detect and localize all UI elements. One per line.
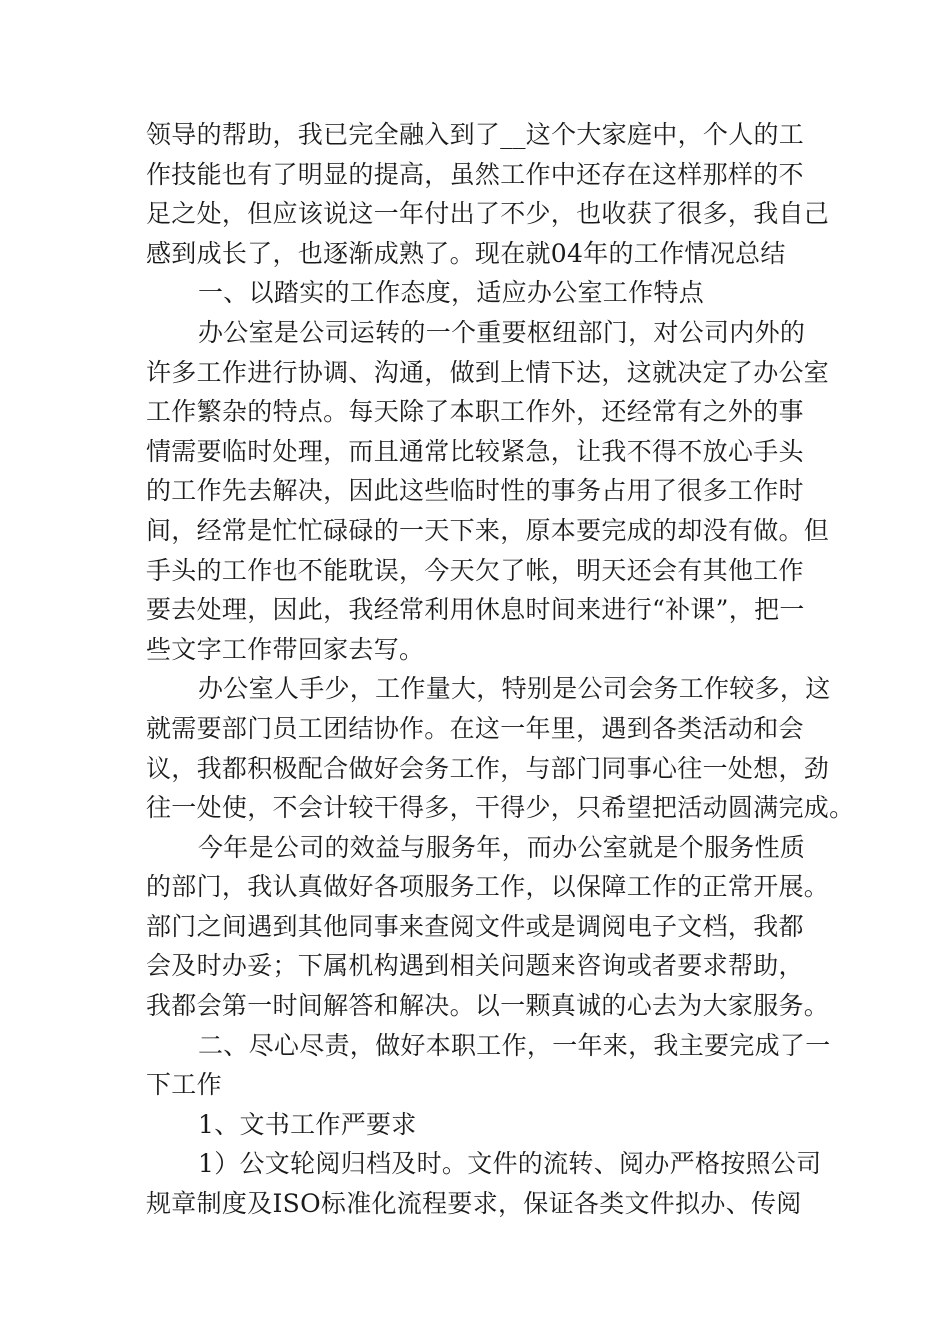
text-line: 一、以踏实的工作态度，适应办公室工作特点 xyxy=(198,278,705,308)
text-line: 会及时办妥；下属机构遇到相关问题来咨询或者要求帮助， xyxy=(146,951,804,981)
text-line: 我都会第一时间解答和解决。以一颗真诚的心去为大家服务。 xyxy=(146,991,830,1021)
document-body xyxy=(146,115,855,1224)
text-line: 议，我都积极配合做好会务工作，与部门同事心往一处想，劲 xyxy=(146,753,830,783)
text-line: 办公室是公司运转的一个重要枢纽部门，对公司内外的 xyxy=(198,317,806,347)
text-line: 感到成长了，也逐渐成熟了。现在就04年的工作情况总结 xyxy=(146,238,786,268)
text-line: 足之处，但应该说这一年付出了不少，也收获了很多，我自己 xyxy=(146,199,830,229)
text-line: 1）公文轮阅归档及时。文件的流转、阅办严格按照公司 xyxy=(198,1149,822,1179)
text-line: 情需要临时处理，而且通常比较紧急，让我不得不放心手头 xyxy=(146,436,804,466)
text-line: 今年是公司的效益与服务年，而办公室就是个服务性质 xyxy=(198,832,806,862)
text-line: 下工作 xyxy=(146,1070,222,1100)
text-line: 些文字工作带回家去写。 xyxy=(146,634,425,664)
text-line: 规章制度及ISO标准化流程要求，保证各类文件拟办、传阅 xyxy=(146,1189,802,1219)
text-line: 二、尽心尽责，做好本职工作，一年来，我主要完成了一 xyxy=(198,1030,831,1060)
text-line: 的工作先去解决，因此这些临时性的事务占用了很多工作时 xyxy=(146,476,804,506)
text-line: 往一处使，不会计较干得多，干得少，只希望把活动圆满完成。 xyxy=(146,793,855,823)
text-line: 要去处理，因此，我经常利用休息时间来进行“补课”，把一 xyxy=(146,595,805,625)
text-line: 手头的工作也不能耽误，今天欠了帐，明天还会有其他工作 xyxy=(146,555,804,585)
text-line: 作技能也有了明显的提高，虽然工作中还存在这样那样的不 xyxy=(146,159,804,189)
text-line: 工作繁杂的特点。每天除了本职工作外，还经常有之外的事 xyxy=(146,397,804,427)
text-line: 1、文书工作严要求 xyxy=(198,1109,417,1139)
text-line: 的部门，我认真做好各项服务工作，以保障工作的正常开展。 xyxy=(146,872,830,902)
text-line: 就需要部门员工团结协作。在这一年里，遇到各类活动和会 xyxy=(146,713,804,743)
text-line: 领导的帮助，我已完全融入到了__这个大家庭中，个人的工 xyxy=(146,120,805,149)
text-line: 许多工作进行协调、沟通，做到上情下达，这就决定了办公室 xyxy=(146,357,830,387)
text-line: 办公室人手少，工作量大，特别是公司会务工作较多，这 xyxy=(198,674,831,704)
text-line: 间，经常是忙忙碌碌的一天下来，原本要完成的却没有做。但 xyxy=(146,515,830,545)
text-line: 部门之间遇到其他同事来查阅文件或是调阅电子文档，我都 xyxy=(146,911,804,941)
